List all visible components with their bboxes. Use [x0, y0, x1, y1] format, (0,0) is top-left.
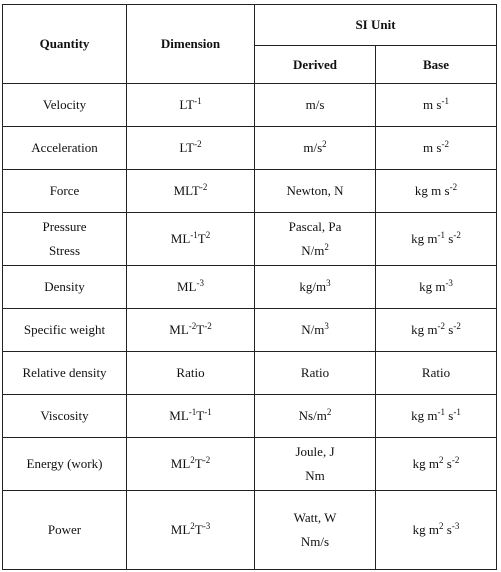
superscript: -2	[441, 139, 449, 149]
superscript: -2	[199, 182, 208, 192]
table-body	[3, 84, 497, 570]
cell-derived	[255, 438, 376, 491]
derived-line	[255, 440, 375, 464]
quantity-text: Power	[47, 522, 82, 537]
table-row	[3, 395, 497, 438]
base-text: s	[445, 322, 454, 337]
derived-text: m/s	[303, 140, 323, 155]
superscript: -1	[204, 407, 212, 417]
cell-dimension	[127, 309, 255, 352]
cell-quantity	[3, 491, 127, 570]
superscript: 2	[439, 455, 444, 465]
superscript: 2	[324, 242, 329, 252]
superscript: -1	[437, 407, 446, 417]
superscript: -1	[453, 407, 461, 417]
base-text: kg m	[419, 279, 446, 294]
superscript: 2	[326, 407, 332, 417]
quantity-text: Specific weight	[23, 322, 106, 337]
quantity-text: Velocity	[42, 97, 87, 112]
dimension-text: LT	[179, 140, 195, 155]
cell-quantity	[3, 352, 127, 395]
table-row	[3, 84, 497, 127]
dimension-text: ML	[170, 231, 191, 246]
base-text: s	[445, 408, 454, 423]
quantity-text: Energy (work)	[26, 456, 103, 471]
dimension-text: T	[196, 322, 205, 337]
cell-derived	[255, 84, 376, 127]
header-dimension: Dimension	[127, 5, 255, 84]
cell-dimension	[127, 127, 255, 170]
superscript: -1	[194, 96, 202, 106]
derived-line	[255, 506, 375, 530]
derived-text: Pascal, Pa	[288, 219, 342, 234]
quantity-text: Pressure	[42, 219, 87, 234]
cell-dimension	[127, 213, 255, 266]
superscript: -2	[453, 321, 461, 331]
derived-line	[255, 93, 375, 117]
cell-derived	[255, 309, 376, 352]
cell-base	[376, 438, 497, 491]
superscript: 2	[439, 521, 444, 531]
cell-base	[376, 352, 497, 395]
cell-quantity	[3, 213, 127, 266]
header-base: Base	[376, 46, 497, 84]
dimension-text: T	[194, 522, 203, 537]
cell-quantity	[3, 438, 127, 491]
superscript: 2	[190, 455, 195, 465]
cell-dimension	[127, 266, 255, 309]
superscript: -2	[188, 321, 197, 331]
dimension-text: ML	[169, 322, 189, 337]
table-row	[3, 213, 497, 266]
base-text: s	[443, 522, 452, 537]
dimension-text: MLT	[173, 183, 200, 198]
cell-derived	[255, 491, 376, 570]
cell-quantity	[3, 84, 127, 127]
derived-line	[255, 179, 375, 203]
derived-line	[255, 136, 375, 160]
derived-text: Ratio	[300, 365, 330, 380]
quantity-text: Density	[44, 279, 85, 294]
cell-quantity	[3, 127, 127, 170]
derived-text: Joule, J	[295, 444, 335, 459]
cell-base	[376, 266, 497, 309]
cell-dimension	[127, 170, 255, 213]
derived-text: kg/m	[299, 279, 327, 294]
cell-quantity	[3, 395, 127, 438]
quantity-text: Stress	[48, 243, 81, 258]
header-si-unit: SI Unit	[255, 5, 497, 46]
base-text: kg m	[411, 231, 438, 246]
cell-dimension	[127, 438, 255, 491]
base-text: s	[445, 231, 454, 246]
superscript: -2	[437, 321, 446, 331]
superscript: -1	[190, 230, 198, 240]
table-row	[3, 266, 497, 309]
dimension-text: Ratio	[176, 365, 205, 380]
quantity-text: Viscosity	[40, 408, 89, 423]
superscript: -1	[441, 96, 449, 106]
base-text: kg m	[412, 456, 440, 471]
superscript: -3	[202, 521, 211, 531]
dimension-text: ML	[170, 456, 191, 471]
derived-line	[255, 275, 375, 299]
derived-text: Ns/m	[298, 408, 327, 423]
cell-base	[376, 309, 497, 352]
base-text: kg m s	[414, 183, 450, 198]
superscript: -3	[451, 521, 460, 531]
derived-text: N/m	[301, 243, 325, 258]
derived-text: Watt, W	[293, 510, 337, 525]
base-text: Ratio	[421, 365, 451, 380]
base-text: kg m	[411, 322, 438, 337]
dimension-text: T	[194, 456, 203, 471]
table-row	[3, 170, 497, 213]
dimension-text: ML	[177, 279, 197, 294]
header-derived: Derived	[255, 46, 376, 84]
cell-quantity	[3, 309, 127, 352]
superscript: -2	[453, 230, 461, 240]
base-text: kg m	[411, 408, 438, 423]
table-row	[3, 491, 497, 570]
dimension-text: LT	[179, 97, 195, 112]
dimension-text: ML	[169, 408, 189, 423]
superscript: -2	[204, 321, 212, 331]
table-row	[3, 438, 497, 491]
superscript: 2	[205, 230, 211, 240]
cell-base	[376, 84, 497, 127]
quantity-text: Force	[49, 183, 80, 198]
cell-dimension	[127, 395, 255, 438]
cell-base	[376, 213, 497, 266]
superscript: 2	[190, 521, 195, 531]
table-row	[3, 309, 497, 352]
superscript: -1	[188, 407, 197, 417]
cell-base	[376, 491, 497, 570]
units-table	[2, 4, 497, 570]
derived-line	[255, 464, 375, 488]
base-text: s	[443, 456, 452, 471]
cell-quantity	[3, 170, 127, 213]
superscript: -2	[451, 455, 460, 465]
cell-dimension	[127, 491, 255, 570]
superscript: 2	[322, 139, 327, 149]
cell-derived	[255, 352, 376, 395]
superscript: -1	[437, 230, 446, 240]
superscript: -2	[449, 182, 458, 192]
derived-text: N/m	[301, 322, 325, 337]
cell-base	[376, 170, 497, 213]
cell-derived	[255, 395, 376, 438]
cell-base	[376, 127, 497, 170]
base-text: kg m	[412, 522, 440, 537]
derived-line	[255, 361, 375, 385]
cell-dimension	[127, 84, 255, 127]
cell-derived	[255, 213, 376, 266]
derived-line	[255, 318, 375, 342]
derived-line	[255, 215, 375, 239]
derived-text: Nm	[305, 468, 325, 483]
derived-line	[255, 239, 375, 263]
cell-base	[376, 395, 497, 438]
base-text: m s	[423, 140, 442, 155]
superscript: 3	[324, 321, 329, 331]
cell-derived	[255, 266, 376, 309]
cell-derived	[255, 127, 376, 170]
quantity-text: Relative density	[22, 365, 107, 380]
cell-dimension	[127, 352, 255, 395]
superscript: -3	[196, 278, 204, 288]
derived-text: Nm/s	[300, 534, 330, 549]
cell-quantity	[3, 266, 127, 309]
header-quantity: Quantity	[3, 5, 127, 84]
dimension-text: T	[196, 408, 205, 423]
derived-text: m/s	[305, 97, 325, 112]
quantity-text: Acceleration	[31, 140, 98, 155]
superscript: -3	[445, 278, 453, 288]
table-row	[3, 127, 497, 170]
superscript: -2	[202, 455, 211, 465]
table-row	[3, 352, 497, 395]
superscript: -2	[194, 139, 202, 149]
dimension-text: ML	[170, 522, 191, 537]
derived-text: Newton, N	[286, 183, 344, 198]
base-text: m s	[423, 97, 442, 112]
dimension-text: T	[197, 231, 206, 246]
superscript: 3	[326, 278, 331, 288]
derived-line	[255, 404, 375, 428]
derived-line	[255, 530, 375, 554]
cell-derived	[255, 170, 376, 213]
